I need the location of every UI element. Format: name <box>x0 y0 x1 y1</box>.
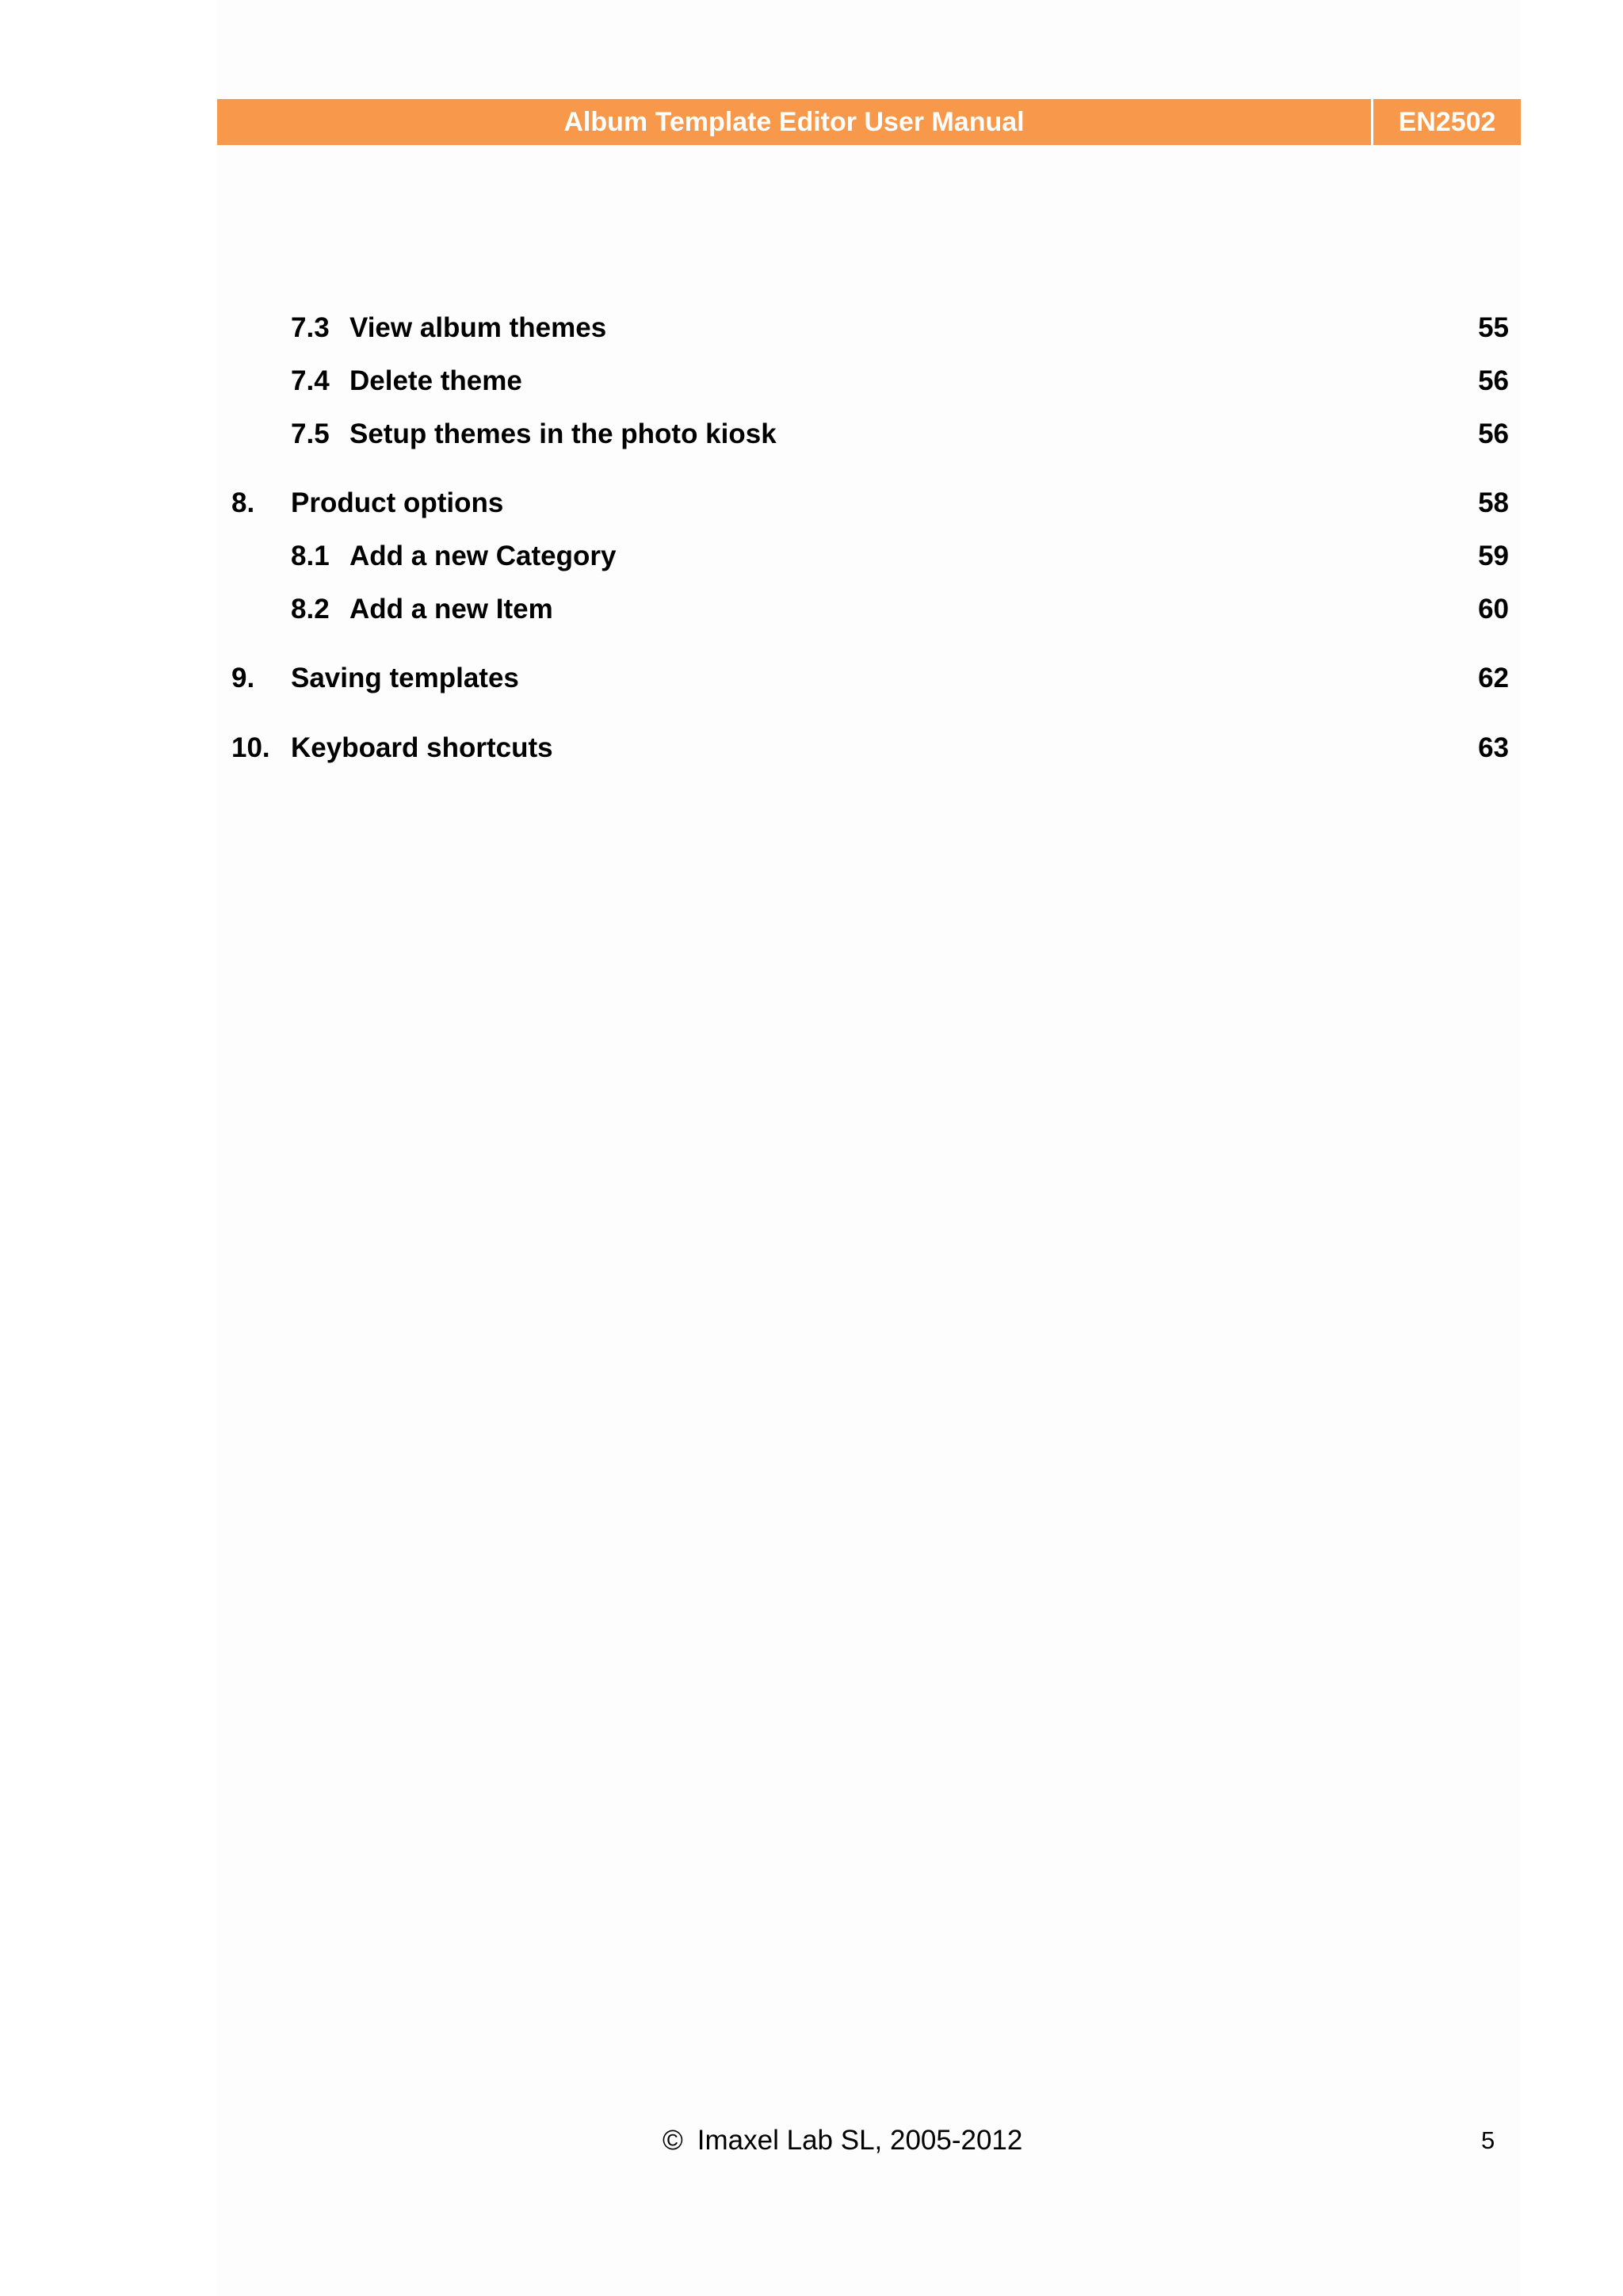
toc-entry-title: Keyboard shortcuts <box>291 732 553 763</box>
toc-entry-number: 8.1 <box>291 541 330 571</box>
footer-copyright <box>663 2121 1022 2160</box>
toc-entry-number: 10. <box>231 732 270 763</box>
footer-page-number: 5 <box>1481 2126 1495 2154</box>
toc-entry-number: 7.4 <box>291 365 330 396</box>
toc-entry-page: 58 <box>1478 487 1509 518</box>
toc-entry-page: 60 <box>1478 594 1509 625</box>
toc-entry[interactable] <box>0 483 1623 523</box>
copyright-icon: © <box>663 2125 683 2156</box>
toc-entry[interactable] <box>0 361 1623 401</box>
toc-entry-title: View album themes <box>349 312 607 343</box>
toc-entry-page: 56 <box>1478 365 1509 396</box>
page-footer <box>0 2121 1623 2160</box>
toc-entry-number: 8. <box>231 487 255 518</box>
toc-entry-title: Delete theme <box>349 365 522 396</box>
toc-entry-number: 7.5 <box>291 418 330 449</box>
toc-entry-title: Setup themes in the photo kiosk <box>349 418 777 449</box>
header-title: Album Template Editor User Manual <box>217 99 1371 145</box>
footer-copyright-text: Imaxel Lab SL, 2005-2012 <box>697 2125 1023 2156</box>
toc-entry-page: 59 <box>1478 541 1509 571</box>
toc-entry[interactable] <box>0 415 1623 454</box>
toc-entry-page: 62 <box>1478 663 1509 693</box>
toc-entry-page: 63 <box>1478 732 1509 763</box>
toc-entry-title: Add a new Category <box>349 541 617 571</box>
toc-entry-page: 55 <box>1478 312 1509 343</box>
toc-entry-number: 7.3 <box>291 312 330 343</box>
toc-entry[interactable] <box>0 537 1623 576</box>
toc-entry-number: 9. <box>231 663 255 693</box>
toc-entry[interactable] <box>0 590 1623 629</box>
toc-entry-page: 56 <box>1478 418 1509 449</box>
running-header <box>217 99 1521 145</box>
toc-entry[interactable] <box>0 728 1623 768</box>
toc-entry-title: Add a new Item <box>349 594 553 625</box>
toc-entry[interactable] <box>0 308 1623 348</box>
toc-entry[interactable] <box>0 659 1623 698</box>
header-document-code: EN2502 <box>1373 99 1521 145</box>
toc-entry-title: Saving templates <box>291 663 519 693</box>
toc-entry-number: 8.2 <box>291 594 330 625</box>
toc-entry-title: Product options <box>291 487 504 518</box>
